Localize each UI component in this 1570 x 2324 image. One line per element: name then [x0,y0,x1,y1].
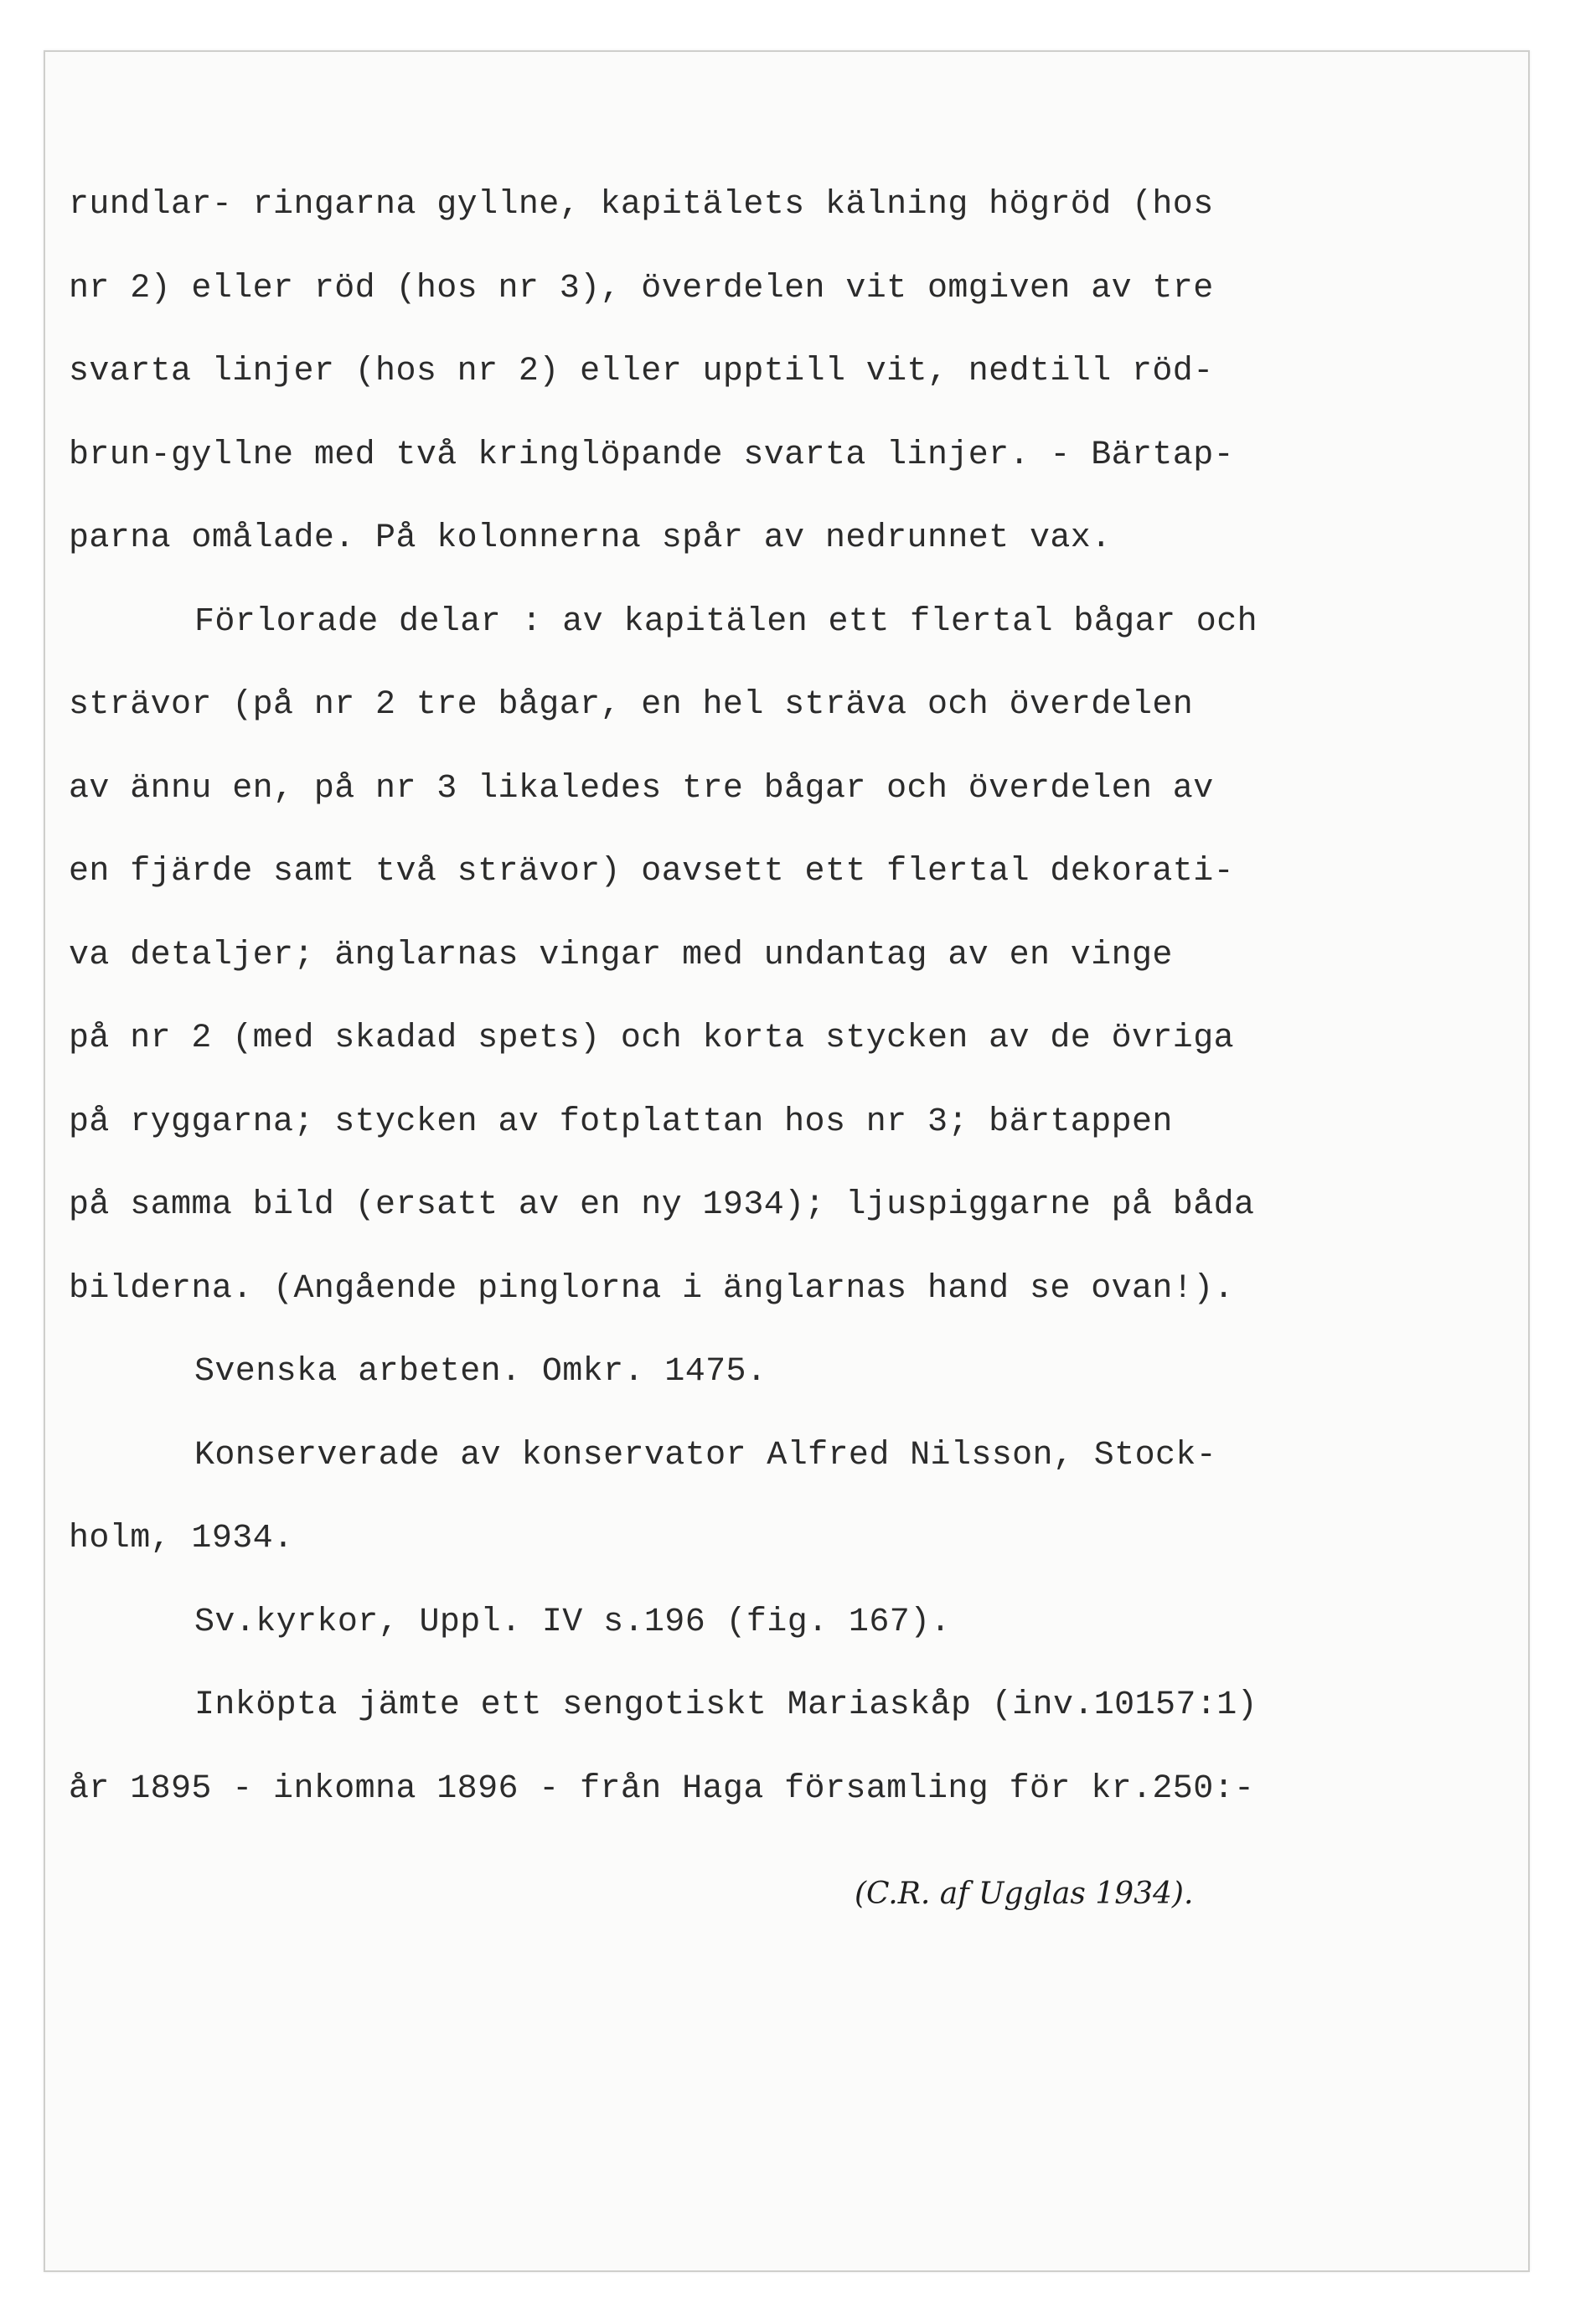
text-line: på samma bild (ersatt av en ny 1934); ljuspiggarne på båda [69,1186,1255,1224]
text-line: Svenska arbeten. Omkr. 1475. [194,1353,767,1391]
text-line: på ryggarna; stycken av fotplattan hos nr 3; bärtappen [69,1103,1173,1141]
text-line: brun-gyllne med två kringlöpande svarta linjer. - Bärtap- [69,436,1235,474]
text-line: parna omålade. På kolonnerna spår av nedrunnet vax. [69,519,1112,557]
text-line: svarta linjer (hos nr 2) eller upptill vit, nedtill röd- [69,353,1214,390]
document-body [69,163,1526,1831]
text-line: strävor (på nr 2 tre bågar, en hel sträva och överdelen [69,686,1194,724]
text-line: rundlar- ringarna gyllne, kapitälets kälning högröd (hos [69,186,1214,224]
text-line: av ännu en, på nr 3 likaledes tre bågar och överdelen av [69,769,1214,808]
text-line: på nr 2 (med skadad spets) och korta stycken av de övriga [69,1020,1235,1057]
text-line: Konserverade av konservator Alfred Nilsson, Stock- [194,1436,1217,1474]
handwritten-signature: (C.R. af Ugglas 1934). [855,1877,1194,1911]
text-line: en fjärde samt två strävor) oavsett ett flertal dekorati- [69,853,1235,891]
text-line: Sv.kyrkor, Uppl. IV s.196 (fig. 167). [194,1603,951,1641]
text-line: bilderna. (Angående pinglorna i änglarnas hand se ovan!). [69,1269,1235,1308]
text-line: va detaljer; änglarnas vingar med undantag av en vinge [69,936,1173,974]
text-line: Förlorade delar : av kapitälen ett flertal bågar och [194,602,1258,641]
text-line: år 1895 - inkomna 1896 - från Haga församling för kr.250:- [69,1769,1255,1808]
text-line: nr 2) eller röd (hos nr 3), överdelen vit omgiven av tre [69,269,1214,307]
text-line: Inköpta jämte ett sengotiskt Mariaskåp (inv.10157:1) [194,1686,1258,1724]
text-line: holm, 1934. [69,1520,294,1557]
